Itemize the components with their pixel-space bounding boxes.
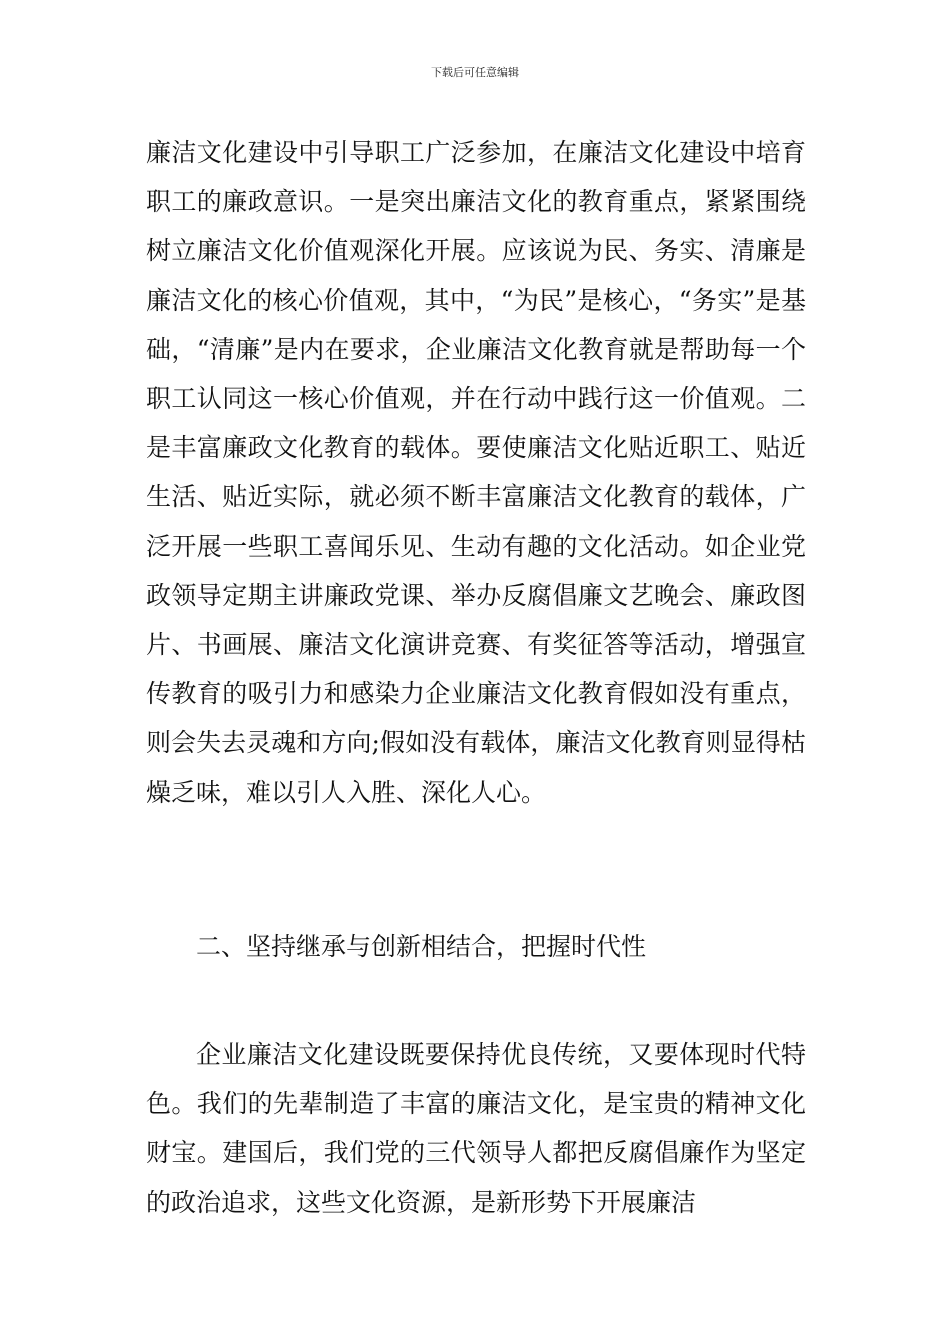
page-header: 下载后可任意编辑: [431, 66, 519, 79]
body-paragraph: 廉洁文化建设中引导职工广泛参加，在廉洁文化建设中培育职工的廉政意识。一是突出廉洁文化的教育重点，紧紧围绕树立廉洁文化价值观深化开展。应该说为民、务实、清廉是廉洁文化的核心价值观，其中，“为民”是核心，“务实”是基础，“清廉”是内在要求，企业廉洁文化教育就是帮助每一个职工认同这一核心价值观，并在行动中践行这一价值观。二是丰富廉政文化教育的载体。要使廉洁文化贴近职工、贴近生活、贴近实际，就必须不断丰富廉洁文化教育的载体，广泛开展一些职工喜闻乐见、生动有趣的文化活动。如企业党政领导定期主讲廉政党课、举办反腐倡廉文艺晚会、廉政图片、书画展、廉洁文化演讲竞赛、有奖征答等活动，增强宣传教育的吸引力和感染力企业廉洁文化教育假如没有重点，则会失去灵魂和方向;假如没有载体，廉洁文化教育则显得枯燥乏味，难以引人入胜、深化人心。: [146, 138, 806, 807]
section-heading: 二、坚持继承与创新相结合，把握时代性: [196, 932, 647, 961]
body-paragraph: 企业廉洁文化建设既要保持优良传统，又要体现时代特色。我们的先辈制造了丰富的廉洁文化，是宝贵的精神文化财宝。建国后，我们党的三代领导人都把反腐倡廉作为坚定的政治追求，这些文化资源，是新形势下开展廉洁: [146, 1040, 806, 1217]
